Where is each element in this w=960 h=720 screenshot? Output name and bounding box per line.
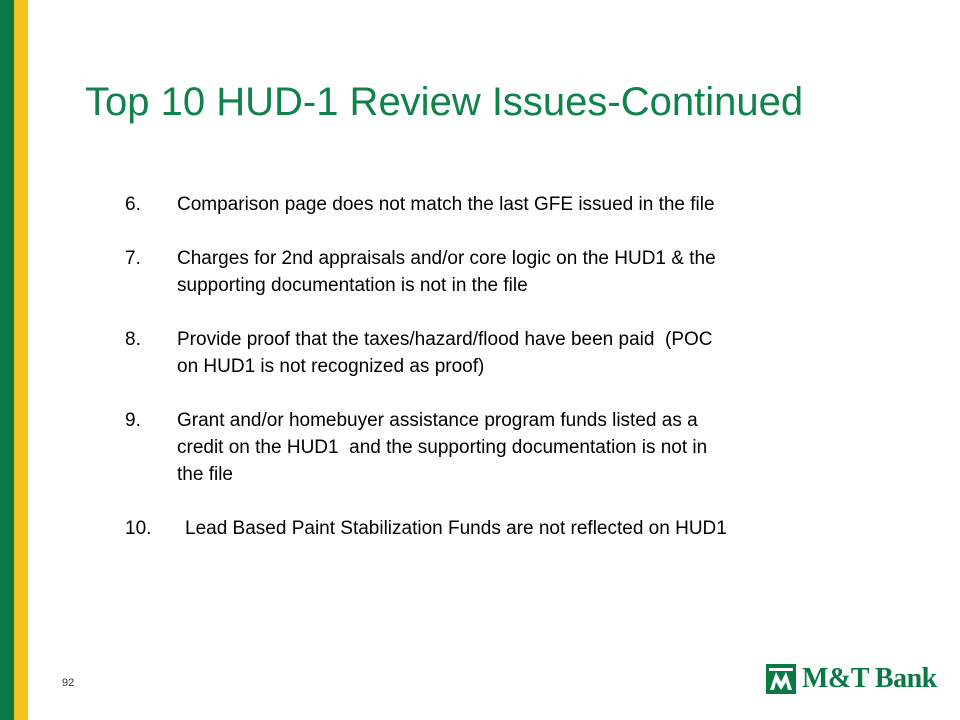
list-item [125, 326, 885, 380]
logo-text: M&T Bank [802, 663, 937, 694]
item-text: Provide proof that the taxes/hazard/flood have been paid (POC on HUD1 is not recognized as proof) [177, 329, 713, 377]
item-number: 9. [125, 410, 141, 431]
item-number: 10. [125, 518, 152, 539]
mt-bank-logo-icon [766, 664, 796, 694]
left-green-stripe [0, 0, 14, 720]
left-yellow-stripe [14, 0, 28, 720]
item-text: Lead Based Paint Stabilization Funds are not reflected on HUD1 [185, 518, 727, 539]
list-item [125, 407, 885, 488]
slide-title: Top 10 HUD-1 Review Issues-Continued [85, 80, 804, 124]
issue-list [125, 191, 885, 542]
item-text: Comparison page does not match the last GFE issued in the file [177, 194, 715, 215]
item-text: Grant and/or homebuyer assistance program funds listed as a credit on the HUD1 and the supporting documentation is not in the file [177, 410, 708, 485]
list-item [125, 191, 885, 218]
item-number: 7. [125, 248, 141, 269]
item-number: 6. [125, 194, 141, 215]
list-item [125, 515, 885, 542]
item-number: 8. [125, 329, 141, 350]
mt-bank-logo [766, 663, 937, 695]
item-text: Charges for 2nd appraisals and/or core logic on the HUD1 & the supporting documentation is not in the file [177, 248, 716, 296]
page-number: 92 [62, 677, 75, 689]
list-item [125, 245, 885, 299]
